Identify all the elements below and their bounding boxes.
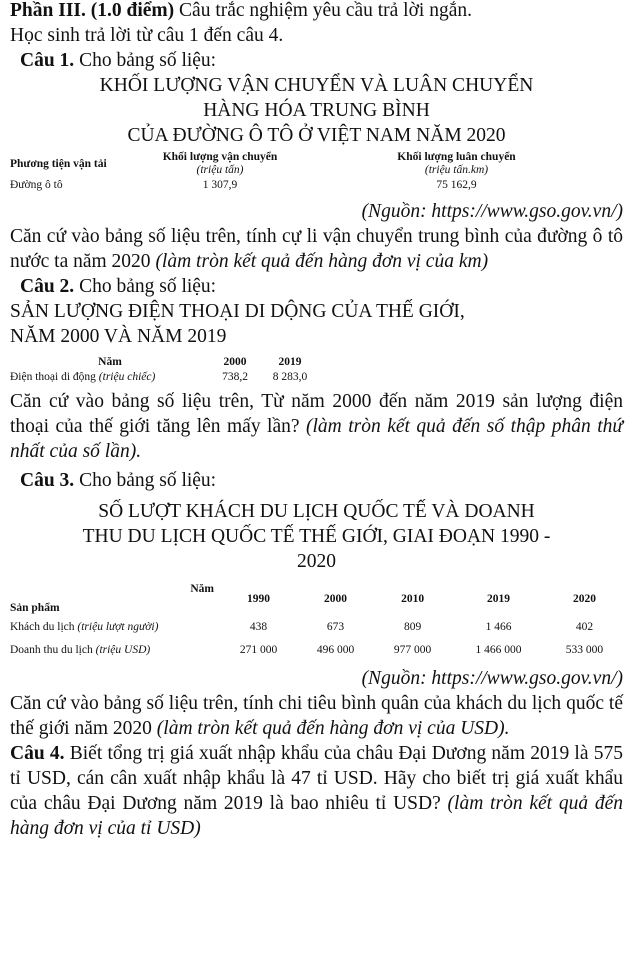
q2-row-label xyxy=(10,370,210,385)
q3-year-2019: 2019 xyxy=(487,592,510,605)
table-row xyxy=(10,639,623,662)
q3-corner-product: Sản phẩm xyxy=(10,602,60,614)
q2-table-header xyxy=(10,355,320,370)
q3-row2-2000: 496 000 xyxy=(316,644,355,656)
q3-label: Câu 3. xyxy=(20,470,75,491)
q1-table xyxy=(10,151,623,193)
q2-row-2019: 8 283,0 xyxy=(272,371,308,383)
table-row xyxy=(10,177,623,193)
q2-question-text: Căn cứ vào bảng số liệu trên, Từ năm 2000 đến năm 2019 sản lượng điện thoại của thế giới tăng lên mấy lần? xyxy=(10,391,623,437)
q3-question xyxy=(10,691,623,741)
q1-question xyxy=(10,224,623,274)
q3-note: (làm tròn kết quả đến hàng đơn vị của USD). xyxy=(156,718,510,739)
q2-title-line1: SẢN LƯỢNG ĐIỆN THOẠI DI DỘNG CỦA THẾ GIỚI, xyxy=(10,301,465,322)
q3-year-2000: 2000 xyxy=(324,592,348,605)
q2-col-2000: 2000 xyxy=(223,356,247,368)
q1-label: Câu 1. xyxy=(20,50,75,71)
q3-row2-2010: 977 000 xyxy=(393,644,432,656)
q2-row-label-text: Điện thoại di động xyxy=(10,371,99,383)
q2-question xyxy=(10,389,623,464)
q2-row-2000: 738,2 xyxy=(222,371,248,383)
q4-label: Câu 4. xyxy=(10,743,65,764)
q1-col-volume-label: Khối lượng vận chuyển xyxy=(162,151,278,163)
q1-row-volume: 1 307,9 xyxy=(202,179,238,191)
q3-table xyxy=(10,582,623,662)
q3-row2-2020: 533 000 xyxy=(565,644,604,656)
q1-intro-text: Cho bảng số liệu: xyxy=(74,50,217,71)
q3-title-line3: 2020 xyxy=(297,551,336,572)
q4-question-text: Biết tổng trị giá xuất nhập khẩu của châu Đại Dương năm 2019 là 575 tỉ USD, cán cân xuất nhập khẩu là 47 tỉ USD. Hãy cho biết trị giá xuất khẩu của châu Đại Dương năm 2019 là bao nhiêu tỉ USD? xyxy=(10,743,623,814)
q1-source: (Nguồn: https://www.gso.gov.vn/) xyxy=(361,201,623,222)
q1-col-transport: Phương tiện vận tải xyxy=(10,157,107,170)
q1-row-turnover: 75 162,9 xyxy=(436,179,477,191)
q1-intro xyxy=(20,48,623,73)
q3-row1-1990: 438 xyxy=(249,621,268,633)
q3-row2-2019: 1 466 000 xyxy=(475,644,522,656)
q2-label: Câu 2. xyxy=(20,276,75,297)
q2-col-year: Năm xyxy=(98,356,122,368)
q3-row1-2010: 809 xyxy=(403,621,422,633)
q3-row2-label xyxy=(10,639,220,662)
q1-col-turnover xyxy=(290,151,623,177)
q1-col-volume xyxy=(150,151,290,177)
q2-title-line2: NĂM 2000 VÀ NĂM 2019 xyxy=(10,326,227,347)
q2-note: (làm tròn kết quả đến số thập phân thứ nhất của số lần). xyxy=(10,416,623,462)
q2-col-2019: 2019 xyxy=(278,356,302,368)
table-row xyxy=(10,370,320,385)
q3-year-2020: 2020 xyxy=(572,592,596,605)
q3-row1-label-text: Khách du lịch xyxy=(10,621,78,633)
q1-note: (làm tròn kết quả đến hàng đơn vị của km) xyxy=(155,251,489,272)
q1-title-line3: CỦA ĐƯỜNG Ô TÔ Ở VIỆT NAM NĂM 2020 xyxy=(127,125,506,146)
q1-row-label: Đường ô tô xyxy=(10,179,63,191)
q3-table-header xyxy=(10,582,623,616)
q1-col-turnover-unit: (triệu tấn.km) xyxy=(424,164,489,176)
q3-year-1990: 1990 xyxy=(247,592,271,605)
q1-table-header xyxy=(10,151,623,177)
q1-question-text: Căn cứ vào bảng số liệu trên, tính cự li vận chuyển trung bình của đường ô tô nước ta năm 2020 xyxy=(10,226,623,272)
table-row xyxy=(10,616,623,639)
q3-intro-text: Cho bảng số liệu: xyxy=(74,470,217,491)
q3-row1-unit: (triệu lượt người) xyxy=(77,621,159,633)
q3-title-line1: SỐ LƯỢT KHÁCH DU LỊCH QUỐC TẾ VÀ DOANH xyxy=(98,501,535,522)
q1-col-volume-unit: (triệu tấn) xyxy=(196,164,244,176)
q3-year-2010: 2010 xyxy=(401,592,425,605)
q4-question xyxy=(10,741,623,841)
q4-note: (làm tròn kết quả đến hàng đơn vị của tỉ USD) xyxy=(10,793,623,839)
q3-intro xyxy=(20,468,623,493)
part-heading-rest: Câu trắc nghiệm yêu cầu trả lời ngắn. xyxy=(174,0,472,21)
q1-col-turnover-label: Khối lượng luân chuyển xyxy=(397,151,516,163)
q3-corner-cell xyxy=(10,582,220,616)
q3-question-text: Căn cứ vào bảng số liệu trên, tính chi tiêu bình quân của khách du lịch quốc tế thế giới năm 2020 xyxy=(10,693,623,739)
q3-title-line2: THU DU LỊCH QUỐC TẾ THẾ GIỚI, GIAI ĐOẠN 1990 - xyxy=(82,526,551,547)
q3-row1-label xyxy=(10,616,220,639)
q3-source: (Nguồn: https://www.gso.gov.vn/) xyxy=(361,668,623,689)
part-instruction: Học sinh trả lời từ câu 1 đến câu 4. xyxy=(10,25,284,46)
q3-row1-2020: 402 xyxy=(575,621,594,633)
part-heading xyxy=(10,0,623,23)
q3-row1-2000: 673 xyxy=(326,621,345,633)
q2-table xyxy=(10,355,320,385)
part-heading-bold: Phần III. (1.0 điểm) xyxy=(10,0,175,21)
q3-row2-1990: 271 000 xyxy=(239,644,278,656)
q3-corner-year: Năm xyxy=(190,583,214,595)
q2-row-unit: (triệu chiếc) xyxy=(98,371,156,383)
q1-title-line1: KHỐI LƯỢNG VẬN CHUYỂN VÀ LUÂN CHUYỂN xyxy=(99,75,534,96)
q3-row2-unit: (triệu USD) xyxy=(95,644,151,656)
q2-intro-text: Cho bảng số liệu: xyxy=(74,276,217,297)
q2-intro xyxy=(20,274,623,299)
q3-row1-2019: 1 466 xyxy=(485,621,512,633)
q3-row2-label-text: Doanh thu du lịch xyxy=(10,644,96,656)
q1-title-line2: HÀNG HÓA TRUNG BÌNH xyxy=(203,100,430,121)
